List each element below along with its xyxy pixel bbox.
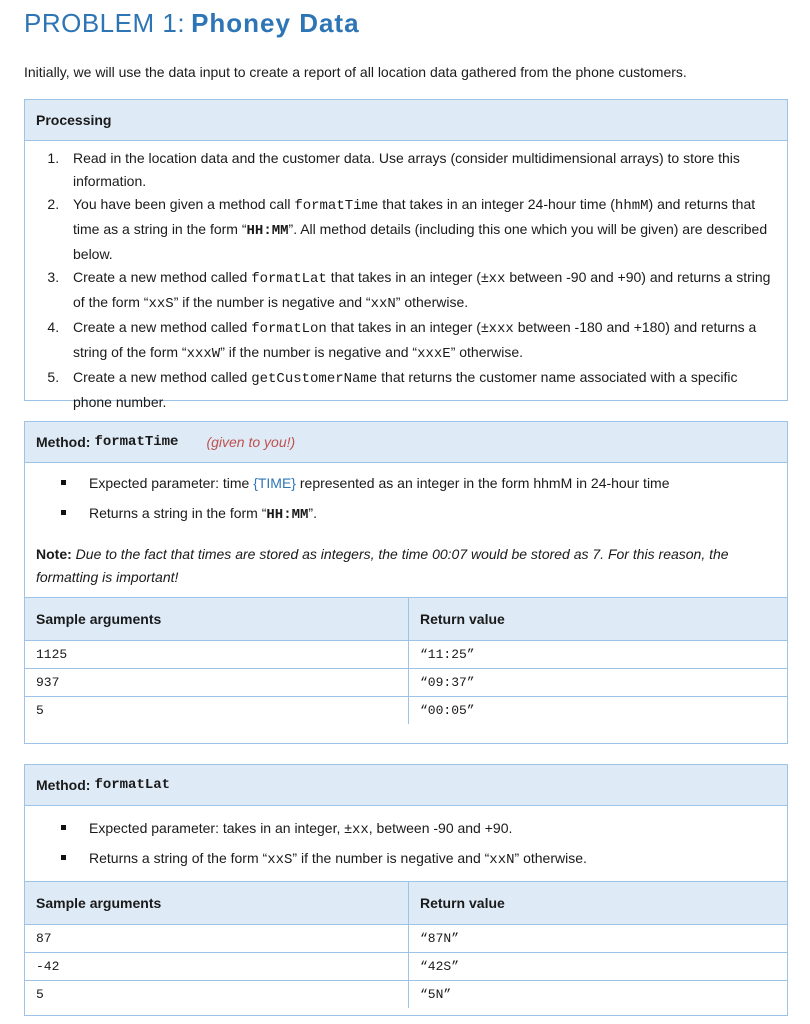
table-row — [25, 925, 787, 953]
bullet-expected-parameter: Expected parameter: time {TIME} represented as an integer in the form hhmM in 24-hour time — [89, 468, 787, 498]
format-time-samples-table — [25, 597, 787, 724]
bullet-returns: Returns a string of the form “xxS” if the number is negative and “xxN” otherwise. — [89, 843, 787, 873]
return-value: “09:37” — [409, 669, 788, 697]
processing-box — [24, 99, 788, 410]
sample-argument: -42 — [25, 953, 409, 981]
format-time-box — [24, 421, 788, 744]
problem-label: PROBLEM 1: — [24, 8, 186, 38]
format-lat-samples-table — [25, 881, 787, 1008]
col-sample-arguments: Sample arguments — [25, 598, 409, 641]
sample-argument: 1125 — [25, 641, 409, 669]
processing-heading: Processing — [25, 100, 787, 141]
time-tag: {TIME} — [253, 475, 296, 491]
format-lat-bullets — [25, 813, 787, 873]
sample-argument: 5 — [25, 697, 409, 725]
table-header-row — [25, 882, 787, 925]
method-name: formatLat — [94, 777, 171, 793]
table-row — [25, 981, 787, 1009]
format-time-bullets — [25, 468, 787, 528]
intro-text: Initially, we will use the data input to create a report of all location data gathered from the phone customers. — [24, 64, 687, 80]
return-value: “87N” — [409, 925, 788, 953]
table-row — [25, 953, 787, 981]
col-return-value: Return value — [409, 882, 788, 925]
given-note: (given to you!) — [206, 434, 296, 450]
return-value: “5N” — [409, 981, 788, 1009]
step-2: 2. You have been given a method call formatTime that takes in an integer 24-hour time (hhmM) and returns that time as a string in the form “HH:MM”. All method details (including this one which you will be given) are described below. — [63, 193, 777, 266]
page-title — [24, 8, 360, 39]
return-value: “11:25” — [409, 641, 788, 669]
sample-argument: 5 — [25, 981, 409, 1009]
step-5: 5. Create a new method called getCustomerName that returns the customer name associated with a specific phone number. — [63, 366, 777, 414]
format-lat-box — [24, 764, 788, 1016]
processing-steps — [25, 141, 787, 422]
step-4: 4. Create a new method called formatLon that takes in an integer (±xxx between -180 and +180) and returns a string of the form “xxxW” if the number is negative and “xxxE” otherwise. — [63, 316, 777, 366]
step-1: 1. Read in the location data and the customer data. Use arrays (consider multidimensional arrays) to store this information. — [63, 147, 777, 193]
col-return-value: Return value — [409, 598, 788, 641]
table-row — [25, 641, 787, 669]
sample-argument: 87 — [25, 925, 409, 953]
problem-title: Phoney Data — [191, 8, 360, 38]
bullet-returns: Returns a string in the form “HH:MM”. — [89, 498, 787, 528]
step-3: 3. Create a new method called formatLat that takes in an integer (±xx between -90 and +90) and returns a string of the form “xxS” if the number is negative and “xxN” otherwise. — [63, 266, 777, 316]
col-sample-arguments: Sample arguments — [25, 882, 409, 925]
note-text: Note: Due to the fact that times are stored as integers, the time 00:07 would be stored as 7. For this reason, the formatting is important! — [36, 546, 729, 585]
bullet-expected-parameter: Expected parameter: takes in an integer, ±xx, between -90 and +90. — [89, 813, 787, 843]
table-row — [25, 669, 787, 697]
format-time-heading: Method: formatTime (given to you!) — [25, 422, 787, 463]
method-name: formatTime — [94, 434, 179, 450]
return-value: “00:05” — [409, 697, 788, 725]
table-header-row — [25, 598, 787, 641]
sample-argument: 937 — [25, 669, 409, 697]
return-value: “42S” — [409, 953, 788, 981]
format-lat-heading: Method: formatLat — [25, 765, 787, 806]
table-row — [25, 697, 787, 725]
